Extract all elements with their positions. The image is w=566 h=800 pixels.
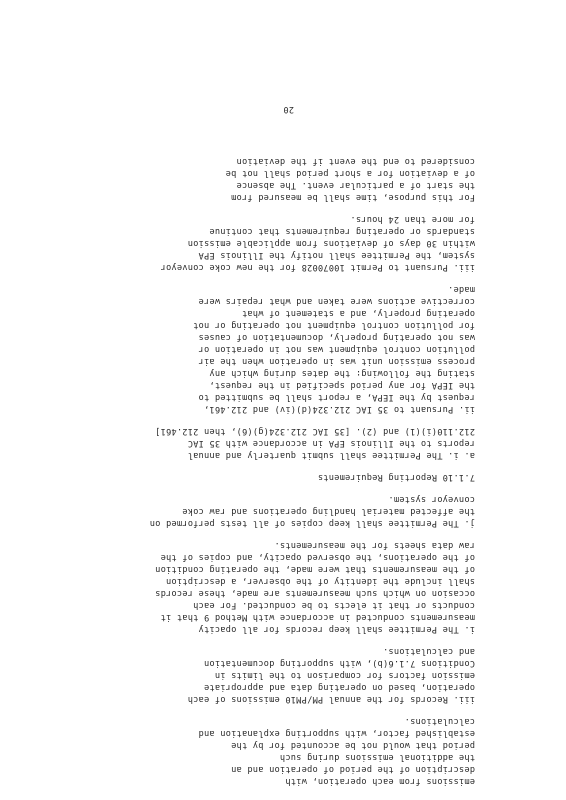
text-line: system, the Permittee shall notify the Illinois EPA: [198, 250, 475, 260]
text-line: shall include the identity of the observer, a description: [165, 576, 475, 586]
section-heading: 7.1.10 Reporting Requirements: [317, 472, 475, 482]
text-line: was not operating properly, documentation of causes: [198, 332, 475, 342]
text-line: established factor, with supporting explanation and: [198, 728, 475, 738]
text-line: for more than 24 hours.: [350, 214, 475, 224]
text-line: conducts or that it elects to be conducted. For each: [192, 600, 475, 610]
text-line: of the measurements that were made, the operating condition: [154, 564, 475, 574]
text-line: operation, based on operating data and appropriate: [203, 682, 475, 692]
page-number: 20: [283, 104, 294, 114]
text-line: the additional emissions during such: [279, 752, 475, 762]
text-line: made.: [447, 284, 475, 294]
text-line: iii. Pursuant to Permit 10070028 for the new coke conveyor: [160, 262, 475, 272]
text-line: corrective actions were taken and what repairs were: [198, 296, 475, 306]
text-line: ii. Pursuant to 35 IAC 212.324(d)(iv) and 212.461,: [203, 404, 475, 414]
text-line: stating the following: the dates during which any: [209, 368, 475, 378]
text-line: for pollution control equipment not operating or not: [192, 320, 475, 330]
text-line: the start of a particular event. The absence: [236, 180, 475, 190]
text-line: within 30 days of deviations from applicable emission: [187, 238, 475, 248]
text-line: emission factors for comparison to the limits in: [214, 670, 475, 680]
text-line: description of the period of operation and an: [230, 764, 475, 774]
text-line: occasion on which such measurements are made, these records: [154, 588, 475, 598]
text-line: considered to end the event if the deviation: [236, 156, 475, 166]
text-line: 212.110(i)(1) and (2). [35 IAC 212.324(g)(6), then 212.461]: [154, 426, 475, 436]
text-line: of a deviation for a short period shall not be: [225, 168, 475, 178]
text-line: calculations.: [404, 716, 475, 726]
text-line: emissions from each operation, with: [285, 776, 475, 786]
text-line: process emission unit was in operation when the air: [198, 356, 475, 366]
text-line: reports to the Illinois EPA in accordance with 35 IAC: [187, 438, 475, 448]
text-line: period that would not be accounted for by the: [230, 740, 475, 750]
text-line: standards or operating requirements that continue: [209, 226, 475, 236]
text-line: j. The Permittee shall keep copies of all tests performed on: [149, 518, 475, 528]
text-line: iii. Records for the annual PM/PM10 emissions of each: [187, 694, 475, 704]
text-line: request by the IEPA, a report shall be submitted to: [198, 392, 475, 402]
text-line: Conditions 7.1.6(b), with supporting documentation: [203, 658, 475, 668]
text-line: operating properly, and a statement of what: [241, 308, 475, 318]
text-line: i. The Permittee shall keep records for all opacity: [198, 624, 475, 634]
text-line: and calculations.: [382, 646, 475, 656]
text-line: raw data sheets for the measurements.: [274, 540, 475, 550]
text-line: For this purpose, time shall be measured from: [230, 192, 475, 202]
text-line: measurements conducted in accordance with Method 9 that it: [160, 612, 475, 622]
text-line: of the operations, the observed opacity, and copies of the: [160, 552, 475, 562]
text-line: a. i. The Permittee shall submit quarterly and annual: [187, 450, 475, 460]
text-line: conveyor system.: [388, 494, 475, 504]
text-line: the IEPA for any period specified in the request,: [209, 380, 475, 390]
text-line: pollution control equipment was not in operation or: [198, 344, 475, 354]
text-line: the affected material handling operations and raw coke: [182, 506, 475, 516]
